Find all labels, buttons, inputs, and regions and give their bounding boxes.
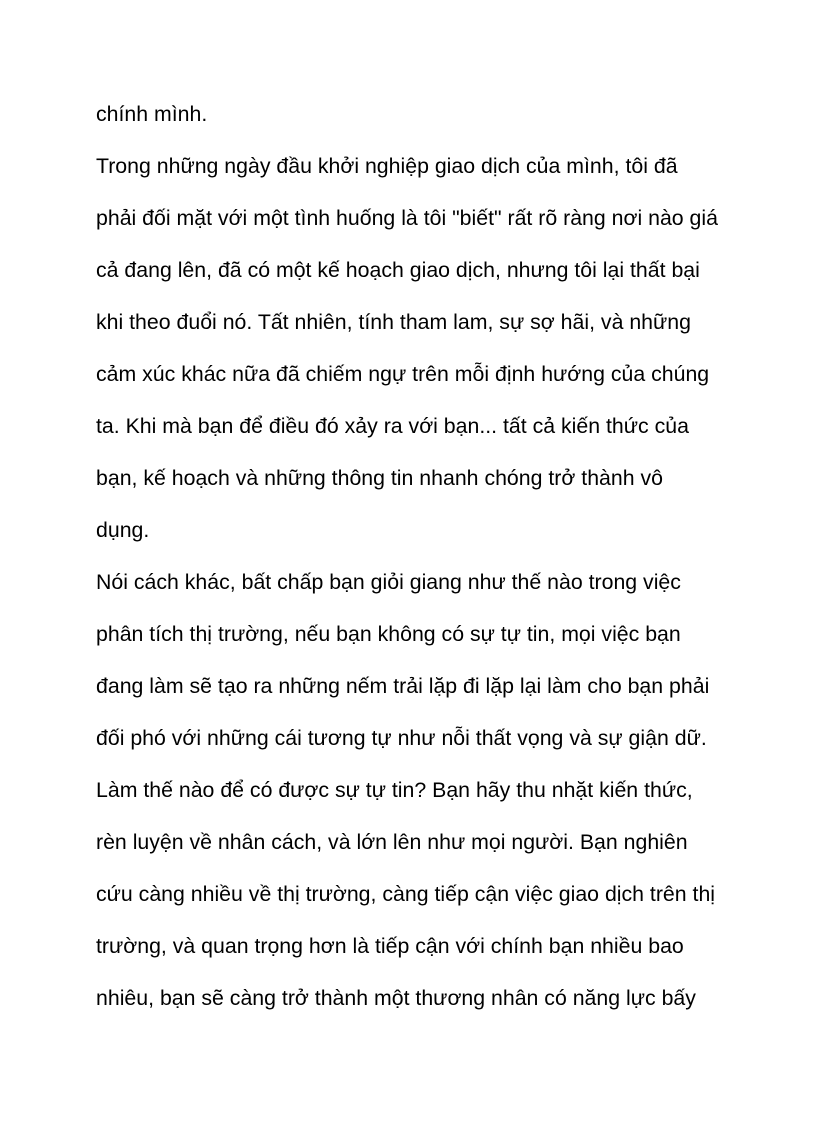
body-text [96,96,736,1032]
text-line: cảm xúc khác nữa đã chiếm ngự trên mỗi định hướng của chúng [96,362,710,386]
text-line: nhiêu, bạn sẽ càng trở thành một thương nhân có năng lực bấy [96,986,696,1010]
text-line: ta. Khi mà bạn để điều đó xảy ra với bạn... tất cả kiến thức của [96,414,689,438]
text-line: khi theo đuổi nó. Tất nhiên, tính tham lam, sự sợ hãi, và những [96,310,691,334]
text-line: phân tích thị trường, nếu bạn không có sự tự tin, mọi việc bạn [96,622,681,646]
text-line: rèn luyện về nhân cách, và lớn lên như mọi người. Bạn nghiên [96,830,688,854]
text-line: cả đang lên, đã có một kế hoạch giao dịch, nhưng tôi lại thất bại [96,258,700,282]
text-line: Nói cách khác, bất chấp bạn giỏi giang như thế nào trong việc [96,570,681,594]
text-line: Trong những ngày đầu khởi nghiệp giao dịch của mình, tôi đã [96,154,678,178]
text-line: chính mình. [96,102,208,126]
text-line: cứu càng nhiều về thị trường, càng tiếp cận việc giao dịch trên thị [96,882,716,906]
text-line: trường, và quan trọng hơn là tiếp cận với chính bạn nhiều bao [96,934,684,958]
text-line: phải đối mặt với một tình huống là tôi "biết" rất rõ ràng nơi nào giá [96,206,718,230]
text-line: đối phó với những cái tương tự như nỗi thất vọng và sự giận dữ. [96,726,707,750]
text-line: dụng. [96,518,150,542]
text-line: đang làm sẽ tạo ra những nếm trải lặp đi lặp lại làm cho bạn phải [96,674,710,698]
text-line: bạn, kế hoạch và những thông tin nhanh chóng trở thành vô [96,466,663,490]
text-line: Làm thế nào để có được sự tự tin? Bạn hãy thu nhặt kiến thức, [96,778,693,802]
